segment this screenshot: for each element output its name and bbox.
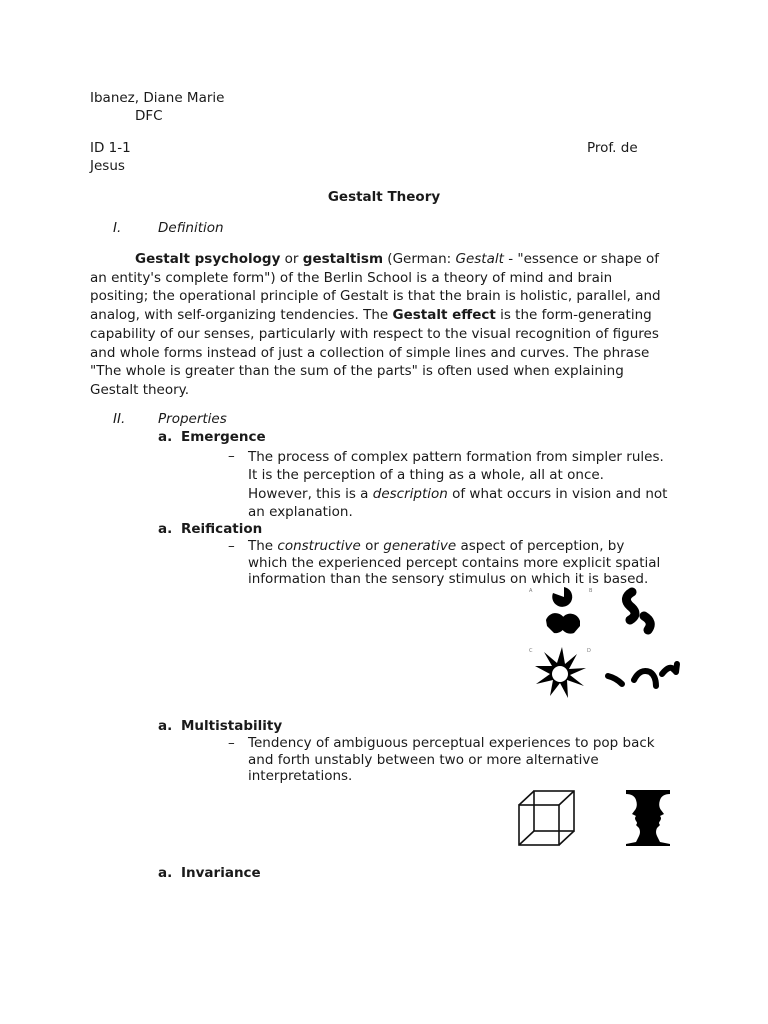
properties-heading: Properties: [158, 411, 227, 427]
necker-cube-icon: [516, 788, 578, 850]
course-code: DFC: [135, 108, 163, 124]
term-gestaltism: gestaltism: [302, 251, 384, 267]
figure-label-c: C: [529, 648, 533, 654]
figure-label-b: B: [589, 588, 593, 594]
emergence-heading: Emergence: [181, 429, 266, 445]
figure-label-d: D: [587, 648, 591, 654]
term-gestalt-psychology: Gestalt psychology: [135, 251, 281, 267]
emergence-text: The process of complex pattern formation from simpler rules. It is the perception of a thing as a whole, all at once. However, this is a description of what occurs in vision and not an explanation.: [248, 449, 668, 520]
definition-heading: Definition: [158, 220, 224, 236]
curved-shapes-icon: [626, 592, 650, 630]
document-title: Gestalt Theory: [327, 189, 441, 205]
term-gestalt-effect: Gestalt effect: [392, 307, 496, 324]
bullet-dash: –: [228, 448, 235, 464]
professor-name: Prof. de: [587, 140, 638, 156]
multistability-text: Tendency of ambiguous perceptual experiences to pop back and forth unstably between two or more alternative interpretations.: [248, 735, 655, 784]
list-marker-invariance: a.: [158, 865, 173, 881]
definition-paragraph: Gestalt psychology or gestaltism (German: Gestalt - "essence or shape of an entity's complete form") of the Berlin School is a theory of mind and brain positing; the operational principle of Gestalt is that the brain is holistic, parallel, and analog, with self-organizing tendencies. The Gestalt effect is the form-generating capability of our senses, particularly with respect to the visual recognition of figures and whole forms instead of just a collection of simple lines and curves. The phrase "The whole is greater than the sum of the parts" is often used when explaining Gestalt theory.: [90, 251, 661, 398]
section-id: ID 1-1: [90, 140, 131, 156]
list-marker-emergence: a.: [158, 429, 173, 445]
reification-heading: Reification: [181, 521, 263, 537]
section-numeral-2: II.: [113, 411, 126, 427]
list-marker-reification: a.: [158, 521, 173, 537]
reification-illustration: [522, 584, 682, 710]
invariance-heading: Invariance: [181, 865, 261, 881]
reification-text: The constructive or generative aspect of perception, by which the experienced percept contains more explicit spatial information than the sensory stimulus on which it is based.: [248, 538, 661, 587]
pacman-triangle-icon: [546, 587, 580, 634]
section-numeral-1: I.: [113, 220, 122, 236]
spiky-star-icon: [535, 647, 586, 698]
bullet-dash: –: [228, 538, 235, 554]
multistability-heading: Multistability: [181, 718, 283, 734]
list-marker-multistability: a.: [158, 718, 173, 734]
figure-label-a: A: [529, 588, 533, 594]
professor-name-cont: Jesus: [90, 158, 125, 174]
rubin-vase-icon: [624, 788, 672, 848]
author-name: Ibanez, Diane Marie: [90, 90, 225, 106]
broken-curves-icon: [608, 664, 677, 686]
bullet-dash: –: [228, 735, 235, 751]
